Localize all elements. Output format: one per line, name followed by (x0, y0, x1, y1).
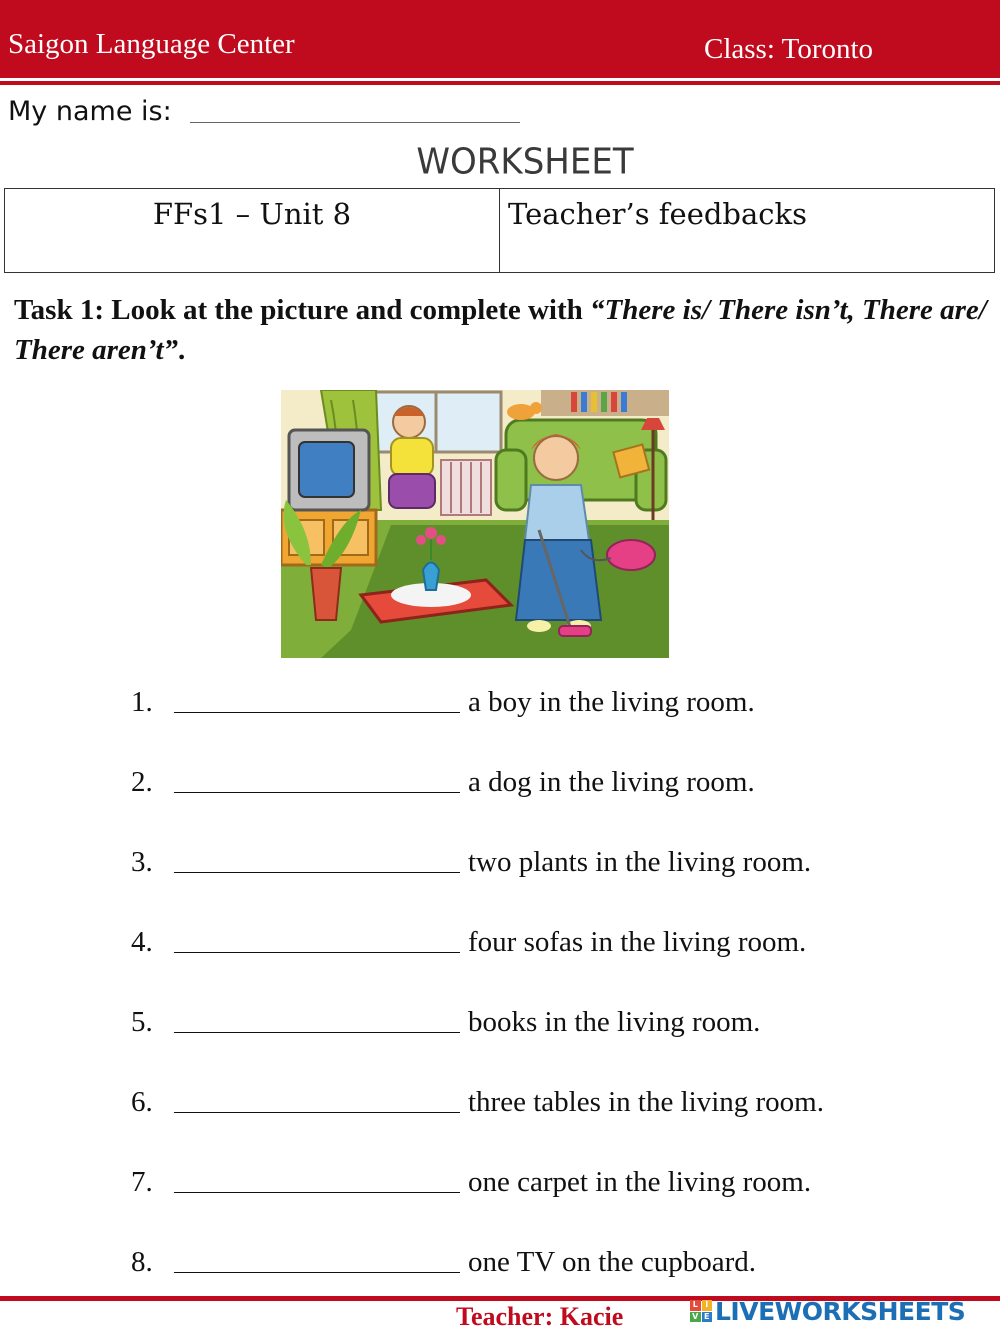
logo-mark-letter: E (702, 1312, 713, 1323)
question-7 (131, 1166, 811, 1199)
question-4 (131, 926, 806, 959)
question-text: books in the living room. (468, 1006, 761, 1038)
question-number: 2. (131, 766, 153, 798)
question-number: 8. (131, 1246, 153, 1278)
question-6 (131, 1086, 824, 1119)
liveworksheets-logo[interactable] (690, 1296, 965, 1326)
task-instruction (14, 290, 989, 370)
question-5 (131, 1006, 760, 1039)
answer-blank-4[interactable] (174, 929, 460, 953)
task-phrase: “There is/ There isn’t, There are/ There aren’t” (14, 294, 987, 366)
logo-mark-letter: I (702, 1300, 713, 1311)
question-text: a dog in the living room. (468, 766, 755, 798)
answer-blank-7[interactable] (174, 1169, 460, 1193)
answer-blank-5[interactable] (174, 1009, 460, 1033)
question-text: one carpet in the living room. (468, 1166, 812, 1198)
question-number: 5. (131, 1006, 153, 1038)
task-lead: Task 1: Look at the picture and complete with (14, 294, 591, 326)
logo-mark-letter: L (690, 1300, 701, 1311)
answer-blank-8[interactable] (174, 1249, 460, 1273)
teacher-name: Teacher: Kacie (456, 1302, 624, 1331)
question-number: 6. (131, 1086, 153, 1118)
question-2 (131, 766, 755, 799)
question-8 (131, 1246, 756, 1279)
header-divider (0, 81, 1000, 85)
center-name: Saigon Language Center (8, 28, 295, 60)
feedback-cell: Teacher’s feedbacks (508, 197, 807, 231)
question-text: a boy in the living room. (468, 686, 755, 718)
living-room-illustration (281, 390, 669, 658)
class-name: Class: Toronto (704, 33, 874, 65)
question-3 (131, 846, 811, 879)
liveworksheets-text: LIVEWORKSHEETS (715, 1296, 966, 1326)
question-text: one TV on the cupboard. (468, 1246, 757, 1278)
table-divider (499, 189, 500, 272)
question-number: 4. (131, 926, 153, 958)
question-text: three tables in the living room. (468, 1086, 824, 1118)
question-number: 7. (131, 1166, 153, 1198)
question-1 (131, 686, 755, 719)
answer-blank-3[interactable] (174, 849, 460, 873)
liveworksheets-mark-icon (690, 1300, 712, 1322)
name-label: My name is: (8, 96, 172, 127)
task-end: . (178, 334, 186, 366)
question-number: 3. (131, 846, 153, 878)
question-text: two plants in the living room. (468, 846, 812, 878)
logo-mark-letter: V (690, 1312, 701, 1323)
answer-blank-6[interactable] (174, 1089, 460, 1113)
question-number: 1. (131, 686, 153, 718)
question-text: four sofas in the living room. (468, 926, 807, 958)
answer-blank-2[interactable] (174, 769, 460, 793)
info-table (4, 188, 995, 273)
worksheet-title: WORKSHEET (416, 141, 634, 183)
unit-cell: FFs1 – Unit 8 (152, 197, 352, 231)
name-input-line[interactable] (190, 122, 520, 123)
answer-blank-1[interactable] (174, 689, 460, 713)
